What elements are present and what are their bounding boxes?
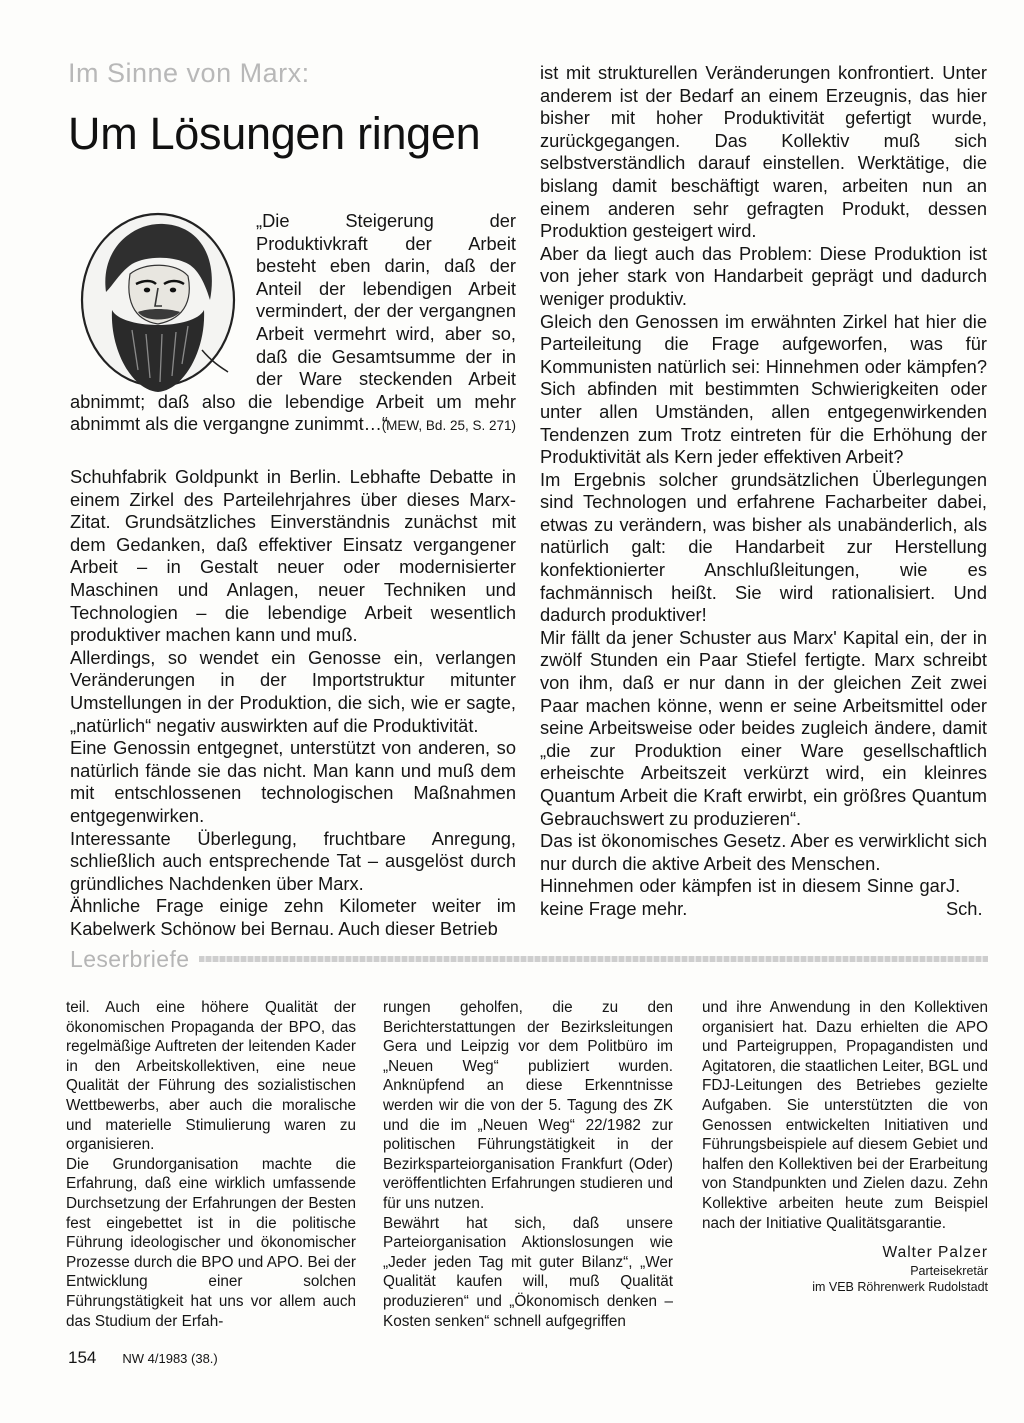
article-paragraph: ist mit strukturellen Veränderungen konfrontiert. Unter anderem ist der Bedarf an einem Erzeugnis, das hier bisher mit hoher Produktivität gefertigt wurde, zurückgegangen. Das Kollektiv muß sich selbstverständlich darauf einstellen. Werktätige, die bislang damit beschäftigt waren, arbeiten nun an einem anderen sehr gefragten Produkt, dessen Produktion gesteigert wird. (540, 62, 987, 242)
letters-section-label: Leserbriefe (70, 945, 190, 972)
article-signature: J. Sch. (945, 875, 983, 919)
article-paragraph: Allerdings, so wendet ein Genosse ein, verlangen Veränderungen in der Importstruktur mitunter Umstellungen in der Produktion, die sich, wie er sagte, „natürlich“ negativ auswirkten auf die Produktivität. (70, 646, 516, 736)
marx-quote-block (70, 210, 516, 438)
quote-source: (MEW, Bd. 25, S. 271) (381, 417, 516, 433)
letters-column-1 (66, 998, 356, 1331)
letter-paragraph: Bewährt hat sich, daß unsere Parteiorganisation Aktionslosungen wie „Jeder jeden Tag mit guter Bilanz“, „Wer Qualität kaufen will, muß Qualität produzieren“ und „Ökonomisch denken – Kosten senken“ schnell aufgegriffen (383, 1214, 673, 1330)
letter-paragraph: und ihre Anwendung in den Kollektiven organisiert hat. Dazu erhielten die APO und Parteigruppen, Propagandisten und Agitatoren, die staatlichen Leiter, BGL und FDJ-Leitungen des Betriebes gezielte Aufgaben. Sie unterstützten die von Genossen entwickelten Initiativen und Führungsbeispiele auf diesem Gebiet und halfen den Kollektiven bei der Erarbeitung von Standpunkten und Zielen dazu. Zehn Kollektive arbeiten heute zum Beispiel nach der Initiative Qualitätsgarantie. (702, 999, 989, 1232)
article-paragraph: Interessante Überlegung, fruchtbare Anregung, schließlich auch entsprechende Tat – ausgelöst durch gründliches Nachdenken über Marx. (70, 827, 516, 894)
kicker: Im Sinne von Marx: (68, 58, 310, 88)
portrait-wrap-space (70, 210, 256, 390)
article-paragraph: Das ist ökonomisches Gesetz. Aber es verwirklicht sich nur durch die aktive Arbeit des Menschen. (540, 830, 987, 874)
article-paragraph: Schuhfabrik Goldpunkt in Berlin. Lebhafte Debatte in einem Zirkel des Parteilehrjahres über dieses Marx-Zitat. Grundsätzliches Einverständnis zunächst mit dem Gedanken, daß effektiver Einsatz vergangener Arbeit – in Gestalt neuer oder modernisierter Maschinen und Anlagen, neuer Techniken und Technologien – die lebendige Arbeit wesentlich produktiver machen kann und muß. (70, 466, 516, 646)
article-paragraph: Ähnliche Frage einige zehn Kilometer weiter im Kabelwerk Schönow bei Bernau. Auch dieser Betrieb (70, 895, 516, 939)
closing-sentence: Hinnehmen oder kämpfen ist in diesem Sinne gar keine Frage mehr. (540, 875, 946, 919)
article-column-right (540, 62, 987, 921)
letter-paragraph: teil. Auch eine höhere Qualität der ökonomischen Propaganda der BPO, das regelmäßige Auftreten der leitenden Kader in den Arbeitskollektiven, eine neue Qualität der Führung des sozialistischen Wettbewerbs, aber auch die moralische und materielle Stimulierung waren zu organisieren. (66, 999, 356, 1154)
marx-quote-text: „Die Steigerung der Produktivkraft der Arbeit besteht eben darin, daß der Anteil der lebendigen Arbeit vermindert, der der vergangnen Arbeit vermehrt wird, aber so, daß die Gesamtsumme der in der Ware steckenden Arbeit abnimmt; daß also die lebendige Arbeit um mehr abnimmt als die vergangne zunimmt…“ (70, 210, 516, 435)
letters-column-3 (702, 998, 988, 1295)
article-paragraph: Im Ergebnis solcher grundsätzlichen Überlegungen sind Technologen und erfahrene Facharbeiter dabei, etwas zu verändern, was bisher als unabänderlich, als natürlich galt: die Handarbeit zur Herstellung konfektionierter Anschlußleitungen, wie es fachmännisch heißt. Sie wird rationalisiert. Und dadurch produktiver! (540, 468, 987, 626)
closing-line (540, 875, 987, 920)
article-paragraph: Aber da liegt auch das Problem: Diese Produktion ist von jeher stark von Handarbeit geprägt und dadurch weniger produktiv. (540, 242, 987, 309)
headline: Um Lösungen ringen (68, 108, 481, 159)
letter-paragraph: Die Grundorganisation machte die Erfahrung, daß eine wirklich umfassende Durchsetzung der Erfahrungen der Besten fest eingebettet ist in die politische Führung ideologischer und ökonomischer Prozesse durch die BPO und APO. Bei der Entwicklung einer solchen Führungstätigkeit hat uns vor allem auch das Studium der Erfah- (66, 1155, 356, 1330)
section-divider (199, 956, 988, 962)
article-column-left (70, 466, 516, 940)
issue-reference: NW 4/1983 (38.) (122, 1351, 218, 1366)
author-affiliation: im VEB Röhrenwerk Rudolstadt (812, 1279, 988, 1294)
article-paragraph: Eine Genossin entgegnet, unterstützt von anderen, so natürlich fände sie das nicht. Man kann und muß dem mit entschlossenen technologischen Maßnahmen entgegenwirken. (70, 737, 516, 826)
letters-column-2 (383, 998, 673, 1331)
article-paragraph: Gleich den Genossen im erwähnten Zirkel hat hier die Parteileitung die Frage aufgeworfen, was für Kommunisten natürlich sei: Hinnehmen oder kämpfen? Sich abfinden mit bestimmten Schwierigkeiten oder unter allen Umständen, allen entgegenwirkenden Tendenzen zum Trotz eintreten für die Erhöhung der Produktivität als Kern jeder effektiven Arbeit? (540, 310, 987, 468)
page-number: 154 (68, 1348, 97, 1367)
letter-author: Walter Palzer (882, 1244, 988, 1262)
page-footer (68, 1348, 218, 1368)
article-paragraph: Mir fällt da jener Schuster aus Marx' Kapital ein, der in zwölf Stunden ein Paar Stiefel fertigte. Marx schreibt von ihm, daß er nur dann in der gleichen Zeit zwei Paar machen könne, wenn er seine Arbeitsmittel oder seine Arbeitsweise oder beides zugleich ändere, damit „die zur Produktion einer Ware gesellschaftlich erheischte Arbeitszeit verkürzt wird, ein kleinres Quantum Arbeit die Kraft erwirbt, ein größres Quantum Gebrauchswert zu produzieren“. (540, 626, 987, 829)
letter-paragraph: rungen geholfen, die zu den Berichterstattungen der Bezirksleitungen Gera und Leipzig vor dem Politbüro im „Neuen Weg“ publiziert wurden. Anknüpfend an diese Erkenntnisse werden wir die von der 5. Tagung des ZK und die im „Neuen Weg“ 22/1982 zur politischen Führungstätigkeit in der Bezirksparteiorganisation Frankfurt (Oder) veröffentlichten Erfahrungen studieren und für uns nutzen. (383, 999, 673, 1212)
author-role: Parteisekretär (910, 1263, 988, 1278)
letters-section-header (70, 944, 988, 974)
